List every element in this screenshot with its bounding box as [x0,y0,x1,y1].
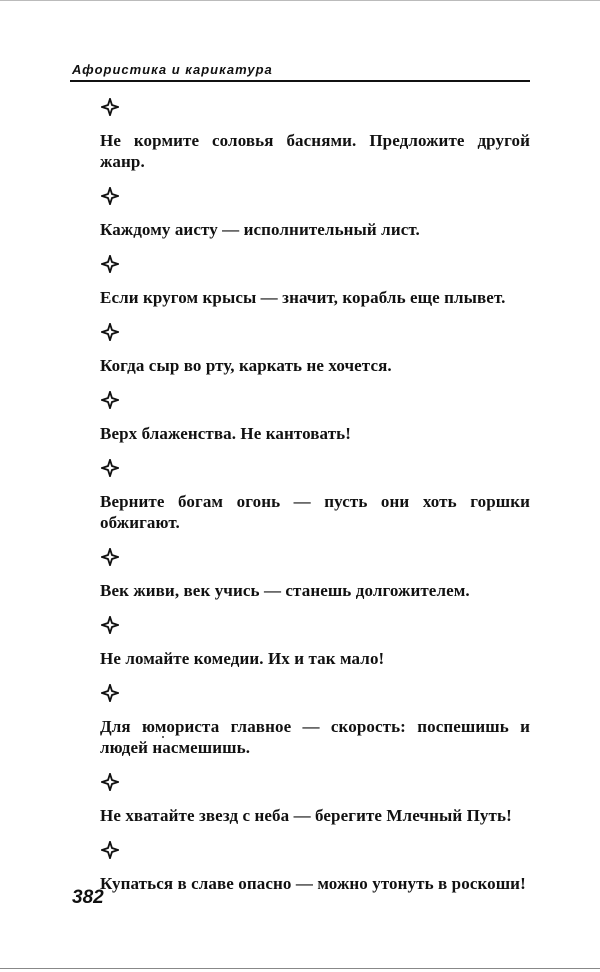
four-pointed-star-icon [101,841,119,859]
aphorism-text: Не хватайте звезд с неба — берегите Млечный Путь! [100,806,512,825]
aphorism-list [100,98,530,909]
aphorism-text: Не ломайте комедии. Их и так мало! [100,649,385,668]
header-rule [70,80,530,82]
print-speck [162,736,164,738]
four-pointed-star-icon [101,187,119,205]
running-head: Афористика и карикатура [72,62,273,77]
four-pointed-star-icon [101,391,119,409]
four-pointed-star-icon [101,323,119,341]
four-pointed-star-icon [101,548,119,566]
aphorism-text: Если кругом крысы — значит, корабль еще плывет. [100,288,506,307]
four-pointed-star-icon [101,255,119,273]
four-pointed-star-icon [101,98,119,116]
aphorism-text: Когда сыр во рту, каркать не хочется. [100,356,392,375]
aphorism-text: Купаться в славе опасно — можно утонуть в роскоши! [100,874,526,893]
aphorism-text: Для юмориста главное — скорость: поспешишь и людей насмешишь. [100,717,530,757]
aphorism-text: Век живи, век учись — станешь долгожителем. [100,581,470,600]
aphorism-text: Каждому аисту — исполнительный лист. [100,220,420,239]
four-pointed-star-icon [101,616,119,634]
aphorism-text: Верх блаженства. Не кантовать! [100,424,352,443]
four-pointed-star-icon [101,684,119,702]
page-number: 382 [72,887,104,908]
page-bottom-edge [0,968,600,969]
four-pointed-star-icon [101,459,119,477]
aphorism-text: Не кормите соловья баснями. Предложите другой жанр. [100,131,530,171]
aphorism-text: Верните богам огонь — пусть они хоть горшки обжигают. [100,492,530,532]
four-pointed-star-icon [101,773,119,791]
page-top-edge [0,0,600,1]
